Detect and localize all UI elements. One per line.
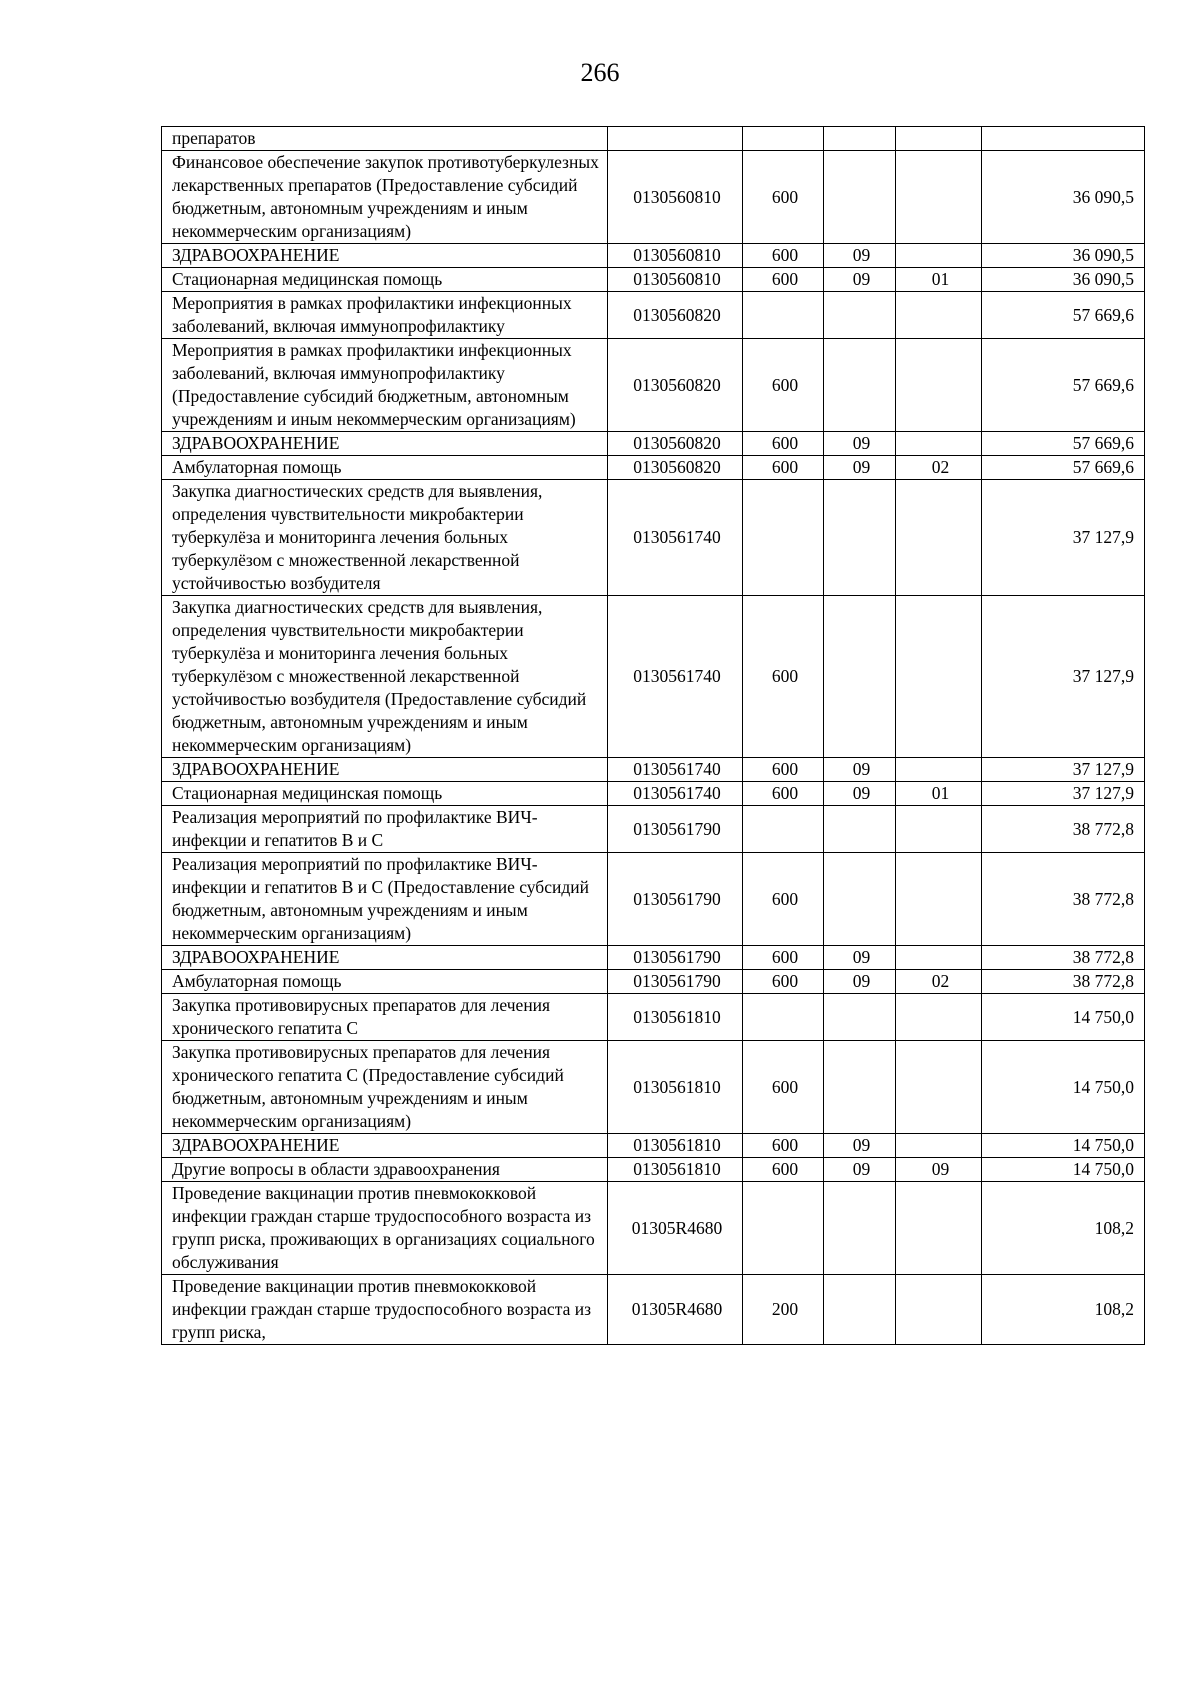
table-row [162, 456, 1145, 480]
row-amount: 37 127,9 [982, 758, 1145, 782]
row-expense-type: 600 [743, 339, 824, 432]
row-expense-type: 600 [743, 1041, 824, 1134]
row-name: ЗДРАВООХРАНЕНИЕ [162, 946, 608, 970]
row-amount: 37 127,9 [982, 596, 1145, 758]
row-section: 09 [824, 1134, 896, 1158]
row-subsection [896, 432, 982, 456]
row-subsection [896, 1041, 982, 1134]
row-target-code: 0130561810 [608, 1158, 743, 1182]
row-name: ЗДРАВООХРАНЕНИЕ [162, 1134, 608, 1158]
row-subsection: 01 [896, 268, 982, 292]
row-target-code: 0130561810 [608, 1041, 743, 1134]
row-name: Закупка противовирусных препаратов для лечения хронического гепатита С [162, 994, 608, 1041]
row-amount: 38 772,8 [982, 970, 1145, 994]
row-name: Реализация мероприятий по профилактике ВИЧ-инфекции и гепатитов В и С (Предоставление субсидий бюджетным, автономным учреждениям и иным некоммерческим организациям) [162, 853, 608, 946]
row-subsection [896, 1275, 982, 1345]
row-section: 09 [824, 970, 896, 994]
table-row [162, 970, 1145, 994]
row-amount: 14 750,0 [982, 994, 1145, 1041]
row-expense-type: 600 [743, 853, 824, 946]
row-name: ЗДРАВООХРАНЕНИЕ [162, 244, 608, 268]
row-name: Мероприятия в рамках профилактики инфекционных заболеваний, включая иммунопрофилактику (Предоставление субсидий бюджетным, автономным учреждениям и иным некоммерческим организациям) [162, 339, 608, 432]
table-row [162, 1275, 1145, 1345]
page-number: 266 [580, 58, 620, 87]
row-expense-type: 600 [743, 432, 824, 456]
row-expense-type: 600 [743, 456, 824, 480]
row-amount: 37 127,9 [982, 782, 1145, 806]
row-expense-type: 600 [743, 970, 824, 994]
table-row [162, 782, 1145, 806]
row-subsection [896, 946, 982, 970]
row-expense-type: 600 [743, 596, 824, 758]
row-target-code: 0130561740 [608, 758, 743, 782]
row-amount: 57 669,6 [982, 432, 1145, 456]
row-section: 09 [824, 782, 896, 806]
table-row [162, 339, 1145, 432]
table-row [162, 480, 1145, 596]
row-name: Реализация мероприятий по профилактике ВИЧ-инфекции и гепатитов В и С [162, 806, 608, 853]
table-row [162, 853, 1145, 946]
row-subsection: 01 [896, 782, 982, 806]
row-subsection [896, 853, 982, 946]
table-row [162, 1158, 1145, 1182]
row-target-code: 0130561790 [608, 806, 743, 853]
row-amount: 38 772,8 [982, 853, 1145, 946]
table-row [162, 994, 1145, 1041]
row-subsection [896, 1182, 982, 1275]
row-target-code: 0130561790 [608, 970, 743, 994]
row-target-code: 0130560820 [608, 456, 743, 480]
row-target-code: 0130560820 [608, 432, 743, 456]
row-section [824, 127, 896, 151]
row-target-code: 0130561810 [608, 1134, 743, 1158]
row-name: препаратов [162, 127, 608, 151]
row-target-code: 0130561790 [608, 946, 743, 970]
table-row [162, 244, 1145, 268]
row-section [824, 596, 896, 758]
row-amount: 108,2 [982, 1275, 1145, 1345]
row-subsection [896, 480, 982, 596]
row-name: Другие вопросы в области здравоохранения [162, 1158, 608, 1182]
row-subsection [896, 596, 982, 758]
row-section: 09 [824, 946, 896, 970]
row-section: 09 [824, 432, 896, 456]
row-amount: 14 750,0 [982, 1041, 1145, 1134]
table-row [162, 151, 1145, 244]
row-amount: 14 750,0 [982, 1134, 1145, 1158]
row-amount [982, 127, 1145, 151]
row-expense-type [743, 480, 824, 596]
row-section [824, 1182, 896, 1275]
row-section [824, 853, 896, 946]
row-section [824, 994, 896, 1041]
row-subsection [896, 292, 982, 339]
row-name: Закупка противовирусных препаратов для лечения хронического гепатита С (Предоставление субсидий бюджетным, автономным учреждениям и иным некоммерческим организациям) [162, 1041, 608, 1134]
row-amount: 36 090,5 [982, 268, 1145, 292]
row-target-code: 0130561790 [608, 853, 743, 946]
row-name: Закупка диагностических средств для выявления, определения чувствительности микробактерии туберкулёза и мониторинга лечения больных туберкулёзом с множественной лекарственной устойчивостью возбудителя [162, 480, 608, 596]
row-subsection [896, 806, 982, 853]
table-row [162, 268, 1145, 292]
row-subsection [896, 758, 982, 782]
table-row [162, 292, 1145, 339]
row-target-code [608, 127, 743, 151]
row-section [824, 292, 896, 339]
row-target-code: 01305R4680 [608, 1182, 743, 1275]
row-subsection [896, 1134, 982, 1158]
row-target-code: 0130560820 [608, 292, 743, 339]
row-section [824, 151, 896, 244]
budget-table [161, 126, 1145, 1345]
row-amount: 57 669,6 [982, 292, 1145, 339]
row-expense-type: 600 [743, 758, 824, 782]
row-section [824, 806, 896, 853]
row-expense-type: 600 [743, 1134, 824, 1158]
row-target-code: 0130561740 [608, 480, 743, 596]
row-name: Амбулаторная помощь [162, 970, 608, 994]
row-name: Закупка диагностических средств для выявления, определения чувствительности микробактерии туберкулёза и мониторинга лечения больных туберкулёзом с множественной лекарственной устойчивостью возбудителя (Предоставление субсидий бюджетным, автономным учреждениям и иным некоммерческим организациям) [162, 596, 608, 758]
row-target-code: 0130560820 [608, 339, 743, 432]
row-target-code: 0130561810 [608, 994, 743, 1041]
row-section [824, 1041, 896, 1134]
row-target-code: 0130560810 [608, 151, 743, 244]
row-expense-type [743, 806, 824, 853]
row-section [824, 339, 896, 432]
row-expense-type: 200 [743, 1275, 824, 1345]
row-expense-type: 600 [743, 268, 824, 292]
table-row [162, 127, 1145, 151]
row-section: 09 [824, 1158, 896, 1182]
row-subsection [896, 244, 982, 268]
row-section: 09 [824, 268, 896, 292]
row-target-code: 0130560810 [608, 268, 743, 292]
row-name: ЗДРАВООХРАНЕНИЕ [162, 758, 608, 782]
row-subsection [896, 339, 982, 432]
row-amount: 38 772,8 [982, 946, 1145, 970]
row-section: 09 [824, 758, 896, 782]
row-subsection [896, 127, 982, 151]
row-expense-type: 600 [743, 782, 824, 806]
row-subsection [896, 994, 982, 1041]
row-expense-type [743, 1182, 824, 1275]
table-row [162, 1134, 1145, 1158]
row-expense-type [743, 292, 824, 339]
table-row [162, 1041, 1145, 1134]
row-section [824, 480, 896, 596]
row-subsection [896, 151, 982, 244]
row-name: Мероприятия в рамках профилактики инфекционных заболеваний, включая иммунопрофилактику [162, 292, 608, 339]
table-row [162, 806, 1145, 853]
row-subsection: 09 [896, 1158, 982, 1182]
row-expense-type: 600 [743, 946, 824, 970]
row-amount: 36 090,5 [982, 151, 1145, 244]
row-amount: 38 772,8 [982, 806, 1145, 853]
row-expense-type: 600 [743, 151, 824, 244]
row-amount: 37 127,9 [982, 480, 1145, 596]
row-expense-type [743, 127, 824, 151]
row-expense-type: 600 [743, 244, 824, 268]
table-row [162, 946, 1145, 970]
row-expense-type: 600 [743, 1158, 824, 1182]
table-row [162, 1182, 1145, 1275]
row-amount: 14 750,0 [982, 1158, 1145, 1182]
row-name: Проведение вакцинации против пневмококковой инфекции граждан старше трудоспособного возраста из групп риска, проживающих в организациях социального обслуживания [162, 1182, 608, 1275]
row-target-code: 01305R4680 [608, 1275, 743, 1345]
row-name: Финансовое обеспечение закупок противотуберкулезных лекарственных препаратов (Предоставление субсидий бюджетным, автономным учреждениям и иным некоммерческим организациям) [162, 151, 608, 244]
row-subsection: 02 [896, 456, 982, 480]
row-subsection: 02 [896, 970, 982, 994]
row-section [824, 1275, 896, 1345]
row-target-code: 0130561740 [608, 596, 743, 758]
row-amount: 36 090,5 [982, 244, 1145, 268]
row-target-code: 0130560810 [608, 244, 743, 268]
row-target-code: 0130561740 [608, 782, 743, 806]
row-name: ЗДРАВООХРАНЕНИЕ [162, 432, 608, 456]
table-row [162, 432, 1145, 456]
row-amount: 108,2 [982, 1182, 1145, 1275]
row-expense-type [743, 994, 824, 1041]
row-name: Стационарная медицинская помощь [162, 268, 608, 292]
row-name: Стационарная медицинская помощь [162, 782, 608, 806]
row-name: Проведение вакцинации против пневмококковой инфекции граждан старше трудоспособного возраста из групп риска, [162, 1275, 608, 1345]
table-row [162, 596, 1145, 758]
row-amount: 57 669,6 [982, 339, 1145, 432]
table-body [162, 127, 1145, 1345]
row-name: Амбулаторная помощь [162, 456, 608, 480]
table-row [162, 758, 1145, 782]
row-section: 09 [824, 456, 896, 480]
row-amount: 57 669,6 [982, 456, 1145, 480]
row-section: 09 [824, 244, 896, 268]
